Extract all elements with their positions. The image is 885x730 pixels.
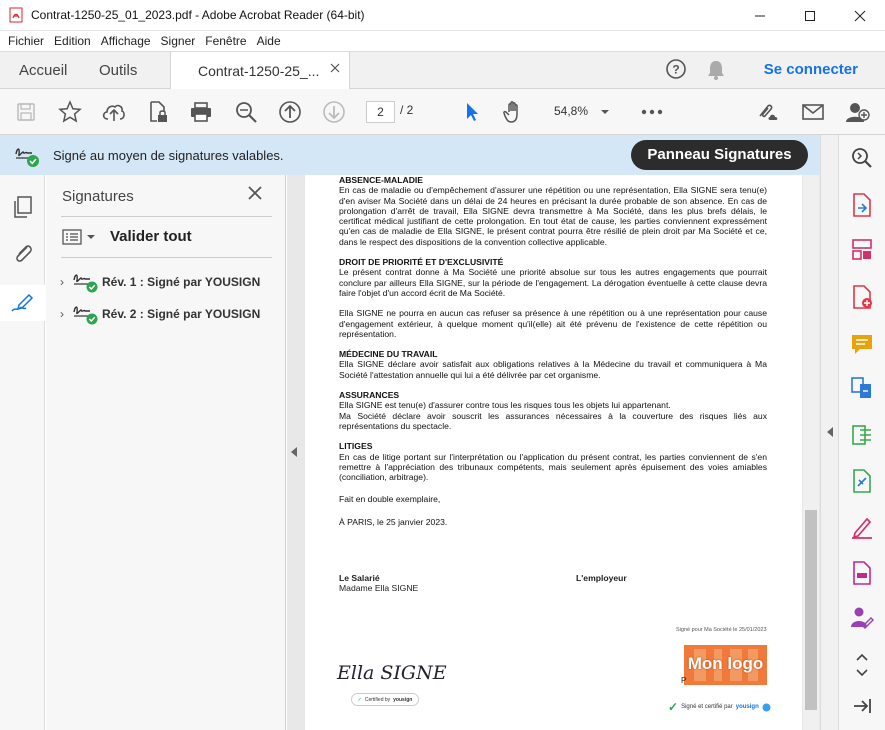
section-text: En cas de litige portant sur l'interprétation ou l'application du présent contrat, les parties conviennent de s'en remettre à l'appréciation des tribunaux compétents, mais seulement après épuisement des voies amiables (conciliation, arbitrage).: [339, 451, 767, 483]
certified-footer: [668, 700, 771, 714]
signature-script: Ella SIGNE: [337, 662, 447, 684]
menu-fichier[interactable]: Fichier: [8, 34, 45, 48]
signature-valid-icon: [14, 144, 40, 168]
bookmark-button[interactable]: [56, 98, 84, 126]
check-icon: ✓: [668, 700, 679, 714]
tools-pane: [838, 135, 885, 730]
file-lock-icon: [146, 100, 170, 124]
create-pdf-icon[interactable]: [849, 192, 875, 218]
svg-text:?: ?: [672, 62, 680, 77]
employee-label: Le Salarié: [339, 573, 380, 583]
section-absence: [339, 175, 767, 539]
request-signatures-icon[interactable]: [849, 560, 875, 586]
menu-bar: [0, 31, 885, 52]
organize-pages-icon[interactable]: [849, 237, 875, 263]
hand-icon: [502, 100, 526, 124]
certified-footer-brand: yousign: [735, 704, 759, 710]
signature-status-message: Signé au moyen de signatures valables.: [53, 148, 284, 163]
cursor-arrow-icon: [461, 101, 481, 123]
title-bar: [0, 0, 885, 31]
next-page-button[interactable]: [320, 98, 348, 126]
close-icon: [854, 10, 866, 22]
email-button[interactable]: [799, 98, 827, 126]
yousign-drop-icon: [762, 703, 771, 712]
company-logo: [684, 645, 767, 685]
maximize-button[interactable]: [785, 0, 835, 31]
section-text: En cas de maladie ou d'empêchement d'assurer une répétition ou une représentation, Ella SIGNE sera tenu(e) d'en aviser Ma Société dans un délai de 24 heures en précisant la durée probable de son absence. En cas de prolongation d'arrêt de travail, Ella SIGNE devra transmettre à Ma Société, dans les plus brefs délais, le certificat médical justifiant de cette prolongation. En tout état de cause, les parties conviennent expressément qu'en cas de maladie de Ella SIGNE, le présent contrat pourra être résilié de plein droit par Ma Société et ce, dans le respect des dispositions de la convention collective applicable.: [339, 185, 767, 247]
print-button[interactable]: [187, 98, 215, 126]
cloud-upload-icon: [101, 100, 127, 124]
save-icon: [16, 102, 36, 122]
send-for-review-icon[interactable]: [849, 605, 875, 631]
attachment-icon[interactable]: [12, 241, 34, 265]
revision-label: Rév. 1 : Signé par YOUSIGN: [102, 275, 261, 289]
chevron-down-icon[interactable]: [600, 109, 610, 115]
toolbar: [0, 89, 885, 135]
more-tools-button[interactable]: [638, 98, 666, 126]
panel-divider: [61, 216, 272, 217]
page-number-input[interactable]: 2: [366, 101, 395, 123]
signed-for-text: Signé pour Ma Société le 25/01/2023: [676, 627, 767, 633]
signatures-panel-title: Signatures: [62, 188, 134, 205]
logo-overlap-fragment: P: [681, 676, 687, 685]
minimize-icon: [754, 10, 766, 22]
close-tab-icon[interactable]: [330, 63, 340, 73]
options-menu-icon[interactable]: [62, 228, 98, 246]
printer-icon: [189, 100, 213, 124]
chevron-right-icon[interactable]: ›: [60, 307, 64, 321]
acrobat-pdf-icon: [8, 7, 24, 23]
double-copy-text: Fait en double exemplaire,: [339, 494, 441, 505]
signature-pen-icon: [9, 291, 37, 315]
menu-signer[interactable]: Signer: [160, 34, 196, 48]
zoom-level[interactable]: 54,8%: [554, 104, 589, 118]
close-window-button[interactable]: [835, 0, 885, 31]
minimize-button[interactable]: [735, 0, 785, 31]
user-add-icon: [844, 100, 870, 124]
vertical-scrollbar[interactable]: [803, 175, 819, 730]
section-title: MÉDECINE DU TRAVAIL: [339, 349, 438, 360]
revision-label: Rév. 2 : Signé par YOUSIGN: [102, 307, 261, 321]
section-title: ABSENCE-MALADIE: [339, 175, 424, 185]
validate-all-button[interactable]: Valider tout: [110, 228, 192, 245]
section-title: LITIGES: [339, 441, 373, 452]
certified-by-label: Certified by: [364, 696, 391, 703]
help-icon[interactable]: [665, 58, 687, 80]
place-date-text: À PARIS, le 25 janvier 2023.: [339, 516, 448, 527]
yousign-brand: yousign: [393, 696, 413, 703]
panel-divider: [61, 257, 272, 258]
menu-fenetre[interactable]: Fenêtre: [205, 34, 247, 48]
left-navigation-rail: [0, 175, 45, 730]
more-dots-icon: [641, 109, 663, 115]
sign-in-link[interactable]: Se connecter: [763, 61, 858, 78]
section-text: Le présent contrat donne à Ma Société une priorité absolue sur tous les autres engagements que pourrait conclure par ailleurs Ella SIGNE, sur la période de l'engagement. La dérogation éventuelle à cette clause devra faire l'objet d'un accord écrit de Ma Société.: [339, 267, 767, 298]
hand-tool-button[interactable]: [500, 98, 528, 126]
arrow-down-circle-icon: [322, 100, 346, 124]
signatures-panel: [46, 175, 286, 730]
menu-affichage[interactable]: Affichage: [100, 34, 151, 48]
menu-edition[interactable]: Edition: [54, 34, 91, 48]
employee-name: Madame Ella SIGNE: [339, 583, 419, 594]
right-pane-gap: [820, 135, 838, 730]
select-tool-button[interactable]: [457, 98, 485, 126]
certified-badge: ✓ Certified by yousign: [351, 693, 419, 706]
chevron-right-icon[interactable]: ›: [60, 275, 64, 289]
tab-home[interactable]: Accueil: [19, 62, 68, 79]
signatures-tab[interactable]: [0, 285, 45, 321]
collapse-panel-icon[interactable]: [290, 447, 298, 457]
section-text: Ma Société déclare avoir souscrit les assurances nécessaires à la couverture des risques liés aux représentations du spectacle.: [339, 410, 767, 431]
employee-block: [339, 573, 418, 594]
compress-pdf-icon[interactable]: [849, 422, 875, 448]
comment-icon[interactable]: [849, 331, 875, 357]
expand-right-pane-icon[interactable]: [826, 427, 834, 437]
close-panel-icon[interactable]: [248, 186, 262, 200]
export-pdf-icon[interactable]: [849, 284, 875, 310]
menu-aide[interactable]: Aide: [256, 34, 281, 48]
tab-document[interactable]: [170, 52, 350, 90]
pages-thumbnail-icon[interactable]: [12, 195, 34, 219]
employer-label: L'employeur: [576, 573, 627, 583]
chevron-expand-icon[interactable]: [849, 652, 875, 678]
zoom-search-icon: [234, 100, 258, 124]
section-title: DROIT DE PRIORITÉ ET D'EXCLUSIVITÉ: [339, 257, 504, 268]
tab-document-label: Contrat-1250-25_...: [198, 63, 320, 79]
arrow-up-circle-icon: [278, 100, 302, 124]
pdf-page: [305, 175, 802, 730]
scrollbar-thumb[interactable]: [805, 510, 817, 710]
edit-pdf-icon[interactable]: [849, 468, 875, 494]
tab-bar: [0, 52, 885, 89]
upload-button[interactable]: [100, 98, 128, 126]
notification-bell-icon[interactable]: [706, 59, 726, 81]
combine-files-icon[interactable]: [849, 375, 875, 401]
signature-valid-icon: [72, 271, 100, 293]
tab-tools[interactable]: Outils: [99, 62, 138, 79]
signature-valid-icon: [72, 303, 100, 325]
page-total: / 2: [400, 103, 414, 117]
certified-footer-text: Signé et certifié par: [681, 704, 733, 710]
window-title: Contrat-1250-25_01_2023.pdf - Adobe Acrobat Reader (64-bit): [31, 8, 365, 22]
maximize-icon: [804, 10, 816, 22]
section-title: ASSURANCES: [339, 390, 400, 401]
revision-item-1[interactable]: [60, 271, 260, 293]
revision-item-2[interactable]: [60, 303, 260, 325]
link-cloud-icon: [756, 100, 782, 124]
fill-sign-icon[interactable]: [849, 514, 875, 540]
document-viewport[interactable]: [287, 175, 820, 730]
section-text: Ella SIGNE déclare avoir satisfait aux obligations relatives à la Médecine du travail et communiquera à Ma Société l'attestation annuelle qui lui a été délivrée par cet organisme.: [339, 359, 767, 380]
logo-text: Mon logo: [687, 654, 764, 673]
search-button[interactable]: [232, 98, 260, 126]
zoom-tool-icon[interactable]: [849, 145, 875, 171]
signature-panel-button[interactable]: Panneau Signatures: [631, 140, 808, 170]
envelope-icon: [801, 102, 825, 122]
collapse-tools-pane-icon[interactable]: [849, 693, 875, 719]
section-text: Ella SIGNE est tenu(e) d'assurer contre tous les risques tous les objets lui appartenant.: [339, 400, 671, 411]
share-link-button[interactable]: [755, 98, 783, 126]
save-button[interactable]: [12, 98, 40, 126]
section-text: Ella SIGNE ne pourra en aucun cas refuser sa présence à une répétition ou à une représentation pour cause d'engagement extérieur, à quelque moment qu'il(elle) ait été prévenu de l'existence de cette répétition ou représentation.: [339, 308, 767, 339]
signature-banner: [0, 135, 820, 175]
share-user-button[interactable]: [843, 98, 871, 126]
star-icon: [58, 100, 82, 124]
previous-page-button[interactable]: [276, 98, 304, 126]
protect-button[interactable]: [144, 98, 172, 126]
